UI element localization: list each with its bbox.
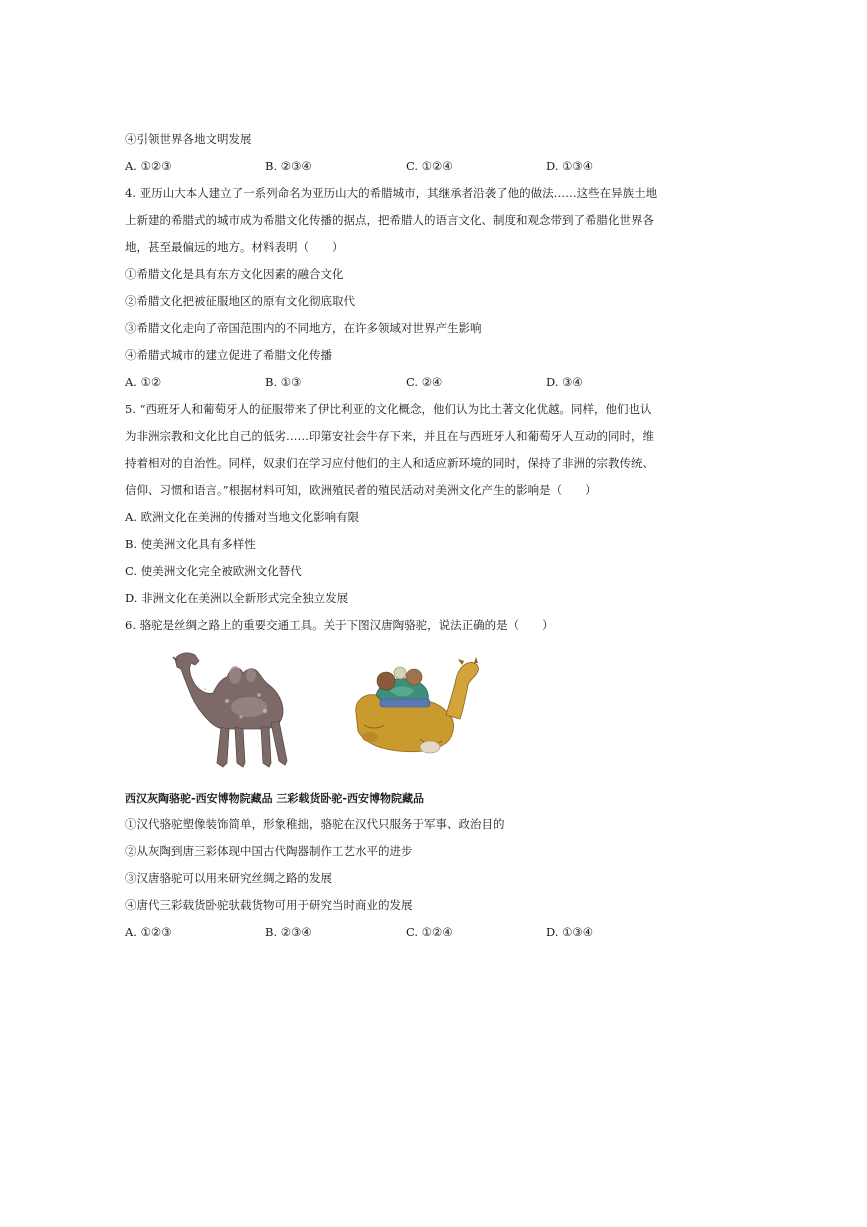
q5-option-c: C. 使美洲文化完全被欧洲文化替代 [125,564,302,578]
q6-option-a: A. ①②③ [125,925,172,939]
q6-item-4: ④唐代三彩载货卧驼驮载货物可用于研究当时商业的发展 [125,898,413,912]
q4-option-a: A. ①② [125,375,162,389]
grey-pottery-camel-image [165,645,305,775]
q6-item-3: ③汉唐骆驼可以用来研究丝绸之路的发展 [125,871,332,885]
q3-option-c: C. ①②④ [406,159,453,173]
q5-stem-line-2: 为非洲宗教和文化比自己的低劣……印第安社会牛存下来，并且在与西班牙人和葡萄牙人互动的同时，维 [125,429,654,443]
q5-stem-line-1: 5. “西班牙人和葡萄牙人的征服带来了伊比利亚的文化概念，他们认为比土著文化优越。同样，他们也认 [125,402,652,416]
q3-option-d: D. ①③④ [546,159,594,173]
q4-item-4: ④希腊式城市的建立促进了希腊文化传播 [125,348,332,362]
sancai-camel-image [350,655,485,763]
q4-item-2: ②希腊文化把被征服地区的原有文化彻底取代 [125,294,355,308]
q4-stem-line-1: 4. 亚历山大本人建立了一系列命名为亚历山大的希腊城市，其继承者沿袭了他的做法……这些在异族土地 [125,186,658,200]
figure-caption: 西汉灰陶骆驼-西安博物院藏品 三彩载货卧驼-西安博物院藏品 [125,792,424,805]
q5-option-d: D. 非洲文化在美洲以全新形式完全独立发展 [125,591,349,605]
q3-option-a: A. ①②③ [125,159,172,173]
q3-item-4: ④引领世界各地文明发展 [125,132,252,146]
q4-item-3: ③希腊文化走向了帝国范围内的不同地方，在许多领域对世界产生影响 [125,321,482,335]
q6-stem: 6. 骆驼是丝绸之路上的重要交通工具。关于下图汉唐陶骆驼，说法正确的是（ ） [125,618,554,632]
q6-item-1: ①汉代骆驼塑像装饰简单，形象稚拙，骆驼在汉代只服务于军事、政治目的 [125,817,505,831]
q4-item-1: ①希腊文化是具有东方文化因素的融合文化 [125,267,344,281]
q4-stem-line-3: 地，甚至最偏远的地方。材料表明（ ） [125,240,344,254]
q3-option-b: B. ②③④ [265,159,312,173]
q6-option-d: D. ①③④ [546,925,594,939]
q5-stem-line-4: 信仰、习惯和语言。”根据材料可知，欧洲殖民者的殖民活动对美洲文化产生的影响是（ ） [125,483,597,497]
q4-stem-line-2: 上新建的希腊式的城市成为希腊文化传播的据点，把希腊人的语言文化、制度和观念带到了希腊化世界各 [125,213,654,227]
q5-option-a: A. 欧洲文化在美洲的传播对当地文化影响有限 [125,510,360,524]
q4-option-c: C. ②④ [406,375,443,389]
q6-option-b: B. ②③④ [265,925,312,939]
q4-option-b: B. ①③ [265,375,302,389]
q4-option-d: D. ③④ [546,375,583,389]
q5-stem-line-3: 持着相对的自治性。同样，奴隶们在学习应付他们的主人和适应新环境的同时，保持了非洲的宗教传统、 [125,456,654,470]
q6-option-c: C. ①②④ [406,925,453,939]
q6-item-2: ②从灰陶到唐三彩体现中国古代陶器制作工艺水平的进步 [125,844,413,858]
q5-option-b: B. 使美洲文化具有多样性 [125,537,256,551]
